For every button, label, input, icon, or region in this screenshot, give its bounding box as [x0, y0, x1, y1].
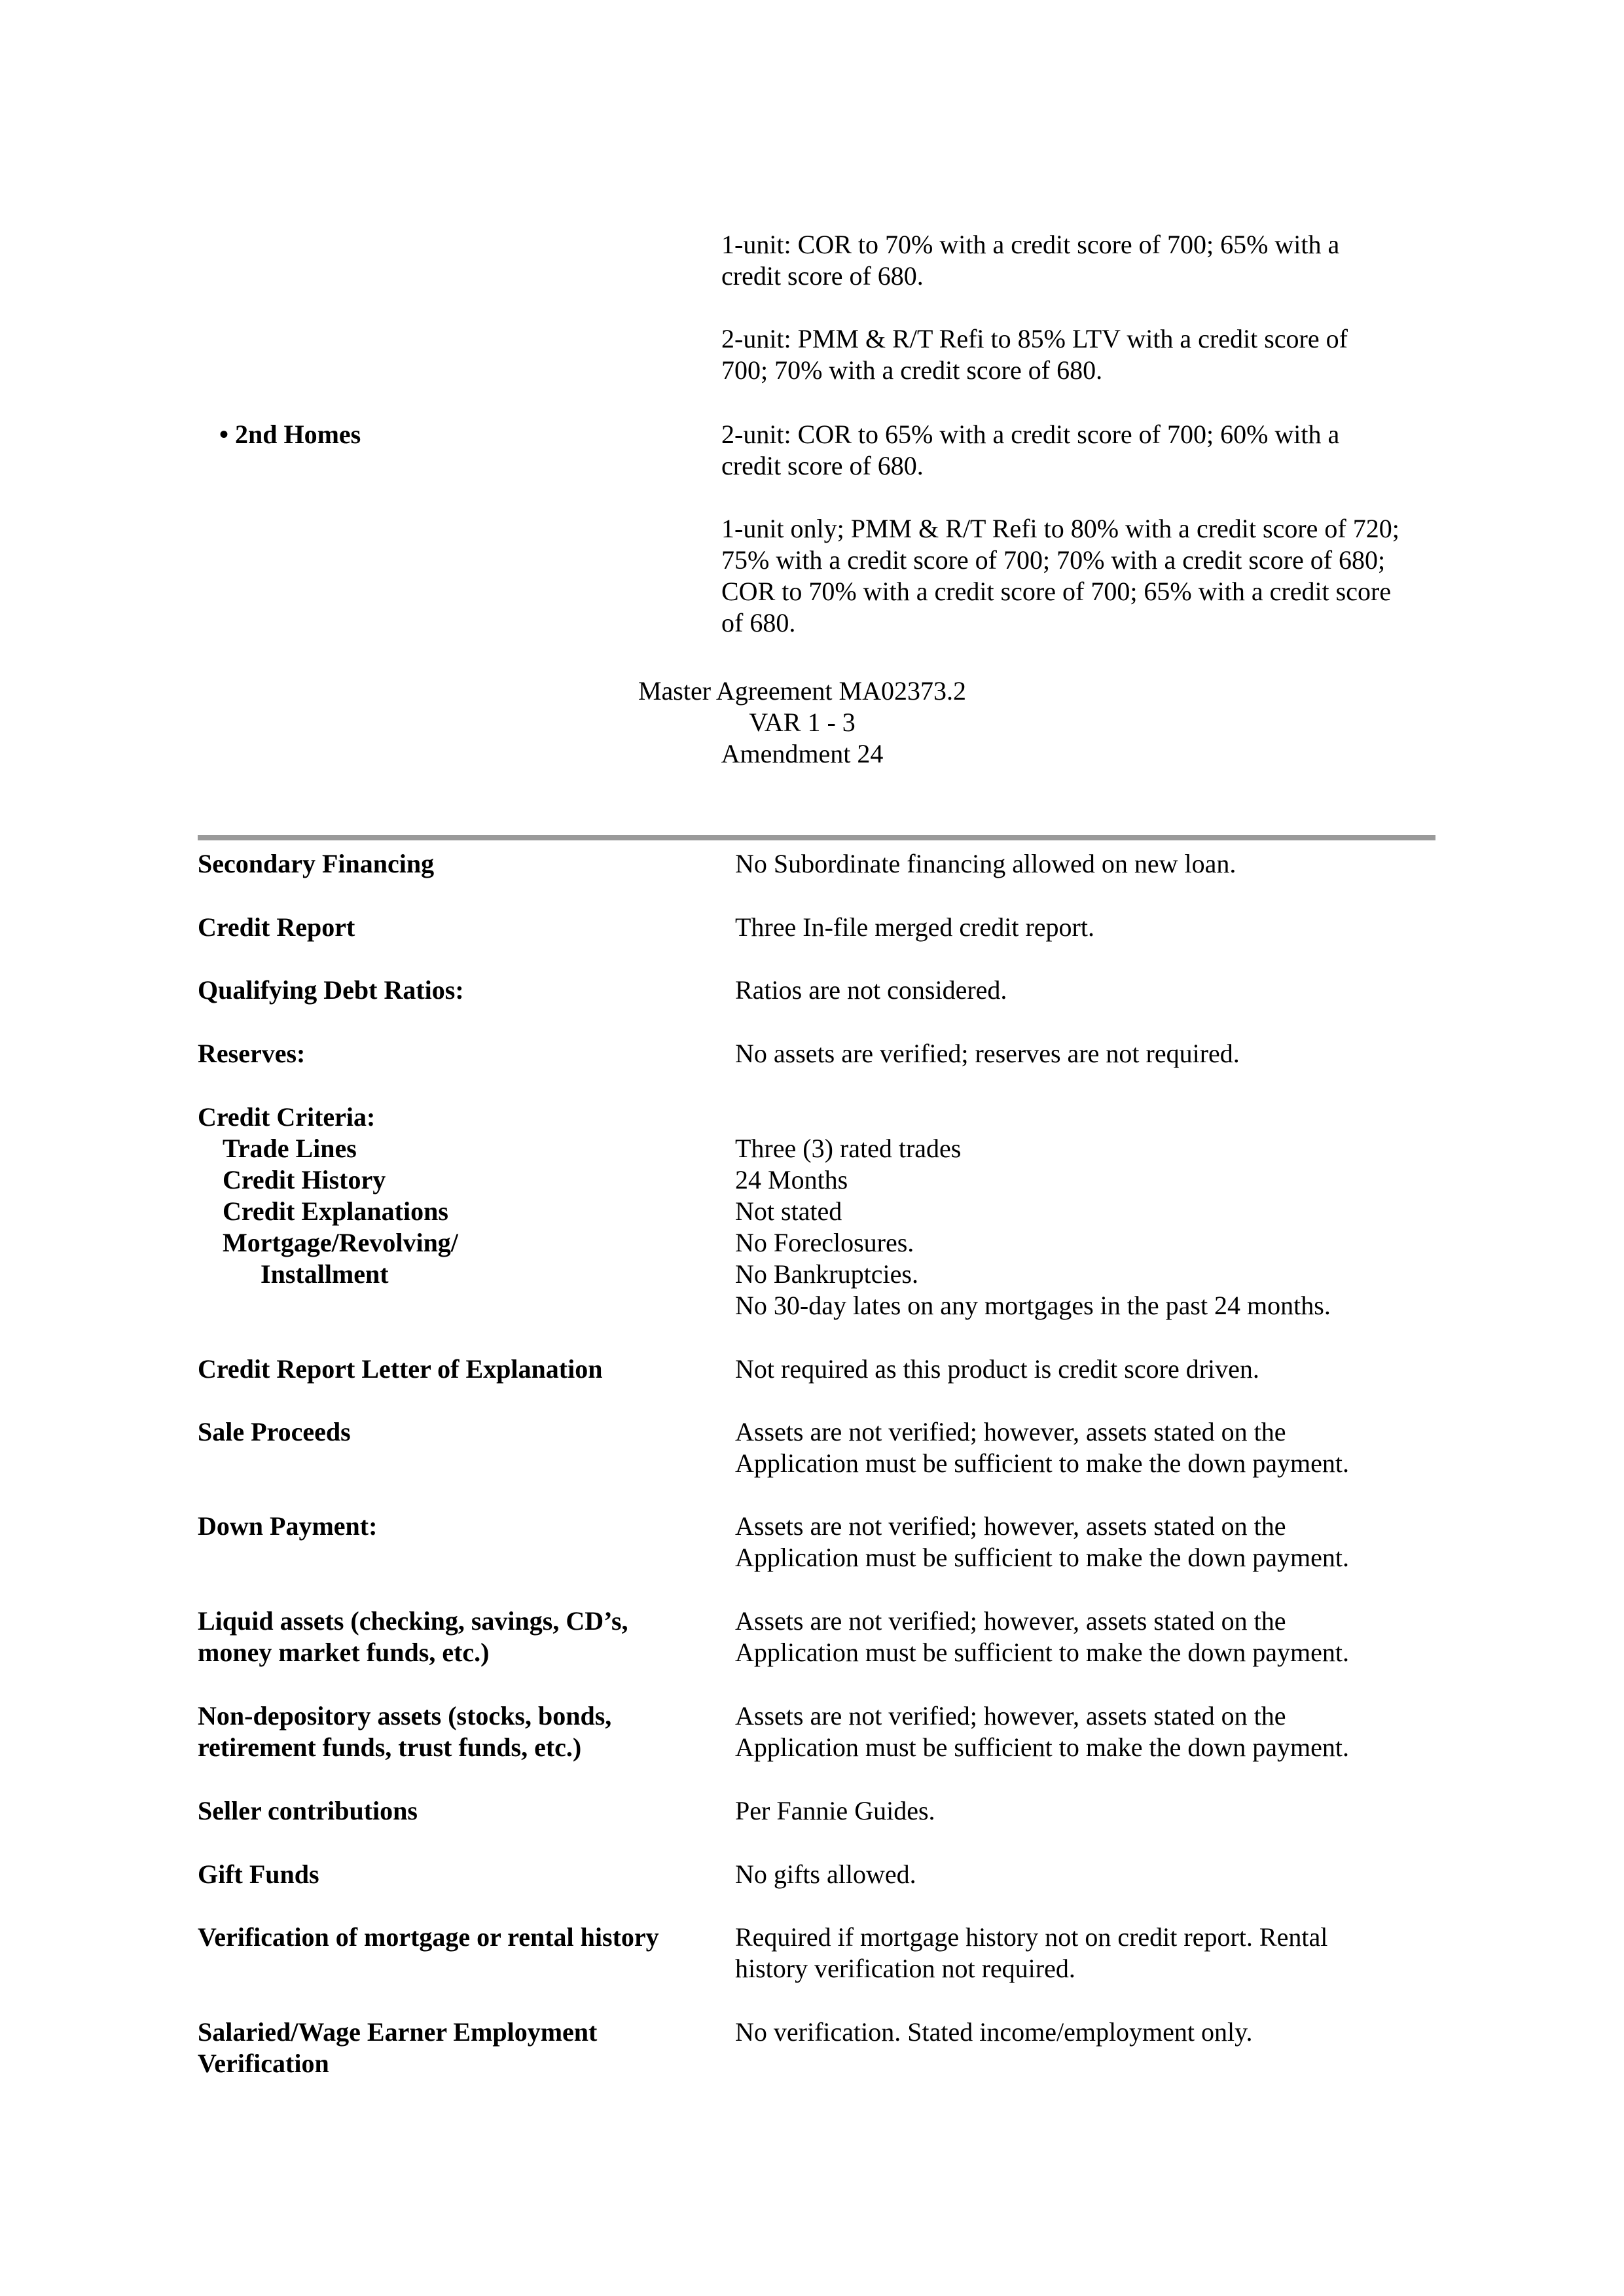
- header-amendment: Amendment 24: [721, 739, 884, 768]
- gift-funds-label: Gift Funds: [198, 1859, 319, 1889]
- qualifying-debt-ratios-label: Qualifying Debt Ratios:: [198, 975, 464, 1005]
- mortgage-revolving-label: Mortgage/Revolving/: [223, 1228, 458, 1257]
- trade-lines-value: Three (3) rated trades: [735, 1134, 962, 1163]
- gift-funds-value: No gifts allowed.: [735, 1859, 916, 1889]
- installment-value: No Bankruptcies.: [735, 1259, 918, 1289]
- credit-explanations-value: Not stated: [735, 1196, 842, 1226]
- verification-of-mortgage-value-line-2: history verification not required.: [735, 1954, 1075, 1983]
- top-paragraph-4-line-2: 75% with a credit score of 700; 70% with a credit score of 680;: [721, 545, 1386, 575]
- credit-report-label: Credit Report: [198, 912, 355, 942]
- credit-report-loe-label: Credit Report Letter of Explanation: [198, 1354, 603, 1384]
- sale-proceeds-value-line-1: Assets are not verified; however, assets stated on the: [735, 1417, 1286, 1446]
- top-paragraph-4-line-4: of 680.: [721, 608, 796, 637]
- down-payment-label: Down Payment:: [198, 1511, 378, 1541]
- credit-report-loe-value: Not required as this product is credit score driven.: [735, 1354, 1259, 1384]
- mortgage-lates-value: No 30-day lates on any mortgages in the past 24 months.: [735, 1291, 1331, 1320]
- installment-label: Installment: [261, 1259, 389, 1289]
- employment-verification-label-line-2: Verification: [198, 2049, 329, 2078]
- non-depository-value-line-1: Assets are not verified; however, assets stated on the: [735, 1701, 1286, 1731]
- top-paragraph-1-line-2: credit score of 680.: [721, 261, 924, 291]
- sale-proceeds-label: Sale Proceeds: [198, 1417, 351, 1446]
- mortgage-revolving-value: No Foreclosures.: [735, 1228, 914, 1257]
- non-depository-label-line-2: retirement funds, trust funds, etc.): [198, 1732, 582, 1762]
- horizontal-divider: [198, 835, 1435, 840]
- verification-of-mortgage-value-line-1: Required if mortgage history not on credit report. Rental: [735, 1922, 1328, 1952]
- secondary-financing-value: No Subordinate financing allowed on new loan.: [735, 849, 1236, 878]
- top-paragraph-3-line-1: 2-unit: COR to 65% with a credit score of 700; 60% with a: [721, 420, 1340, 449]
- reserves-label: Reserves:: [198, 1039, 306, 1068]
- header-var: VAR 1 - 3: [749, 708, 856, 737]
- trade-lines-label: Trade Lines: [223, 1134, 357, 1163]
- secondary-financing-label: Secondary Financing: [198, 849, 435, 878]
- down-payment-value-line-2: Application must be sufficient to make the down payment.: [735, 1543, 1349, 1572]
- top-paragraph-2-line-1: 2-unit: PMM & R/T Refi to 85% LTV with a credit score of: [721, 324, 1348, 353]
- top-paragraph-4-line-3: COR to 70% with a credit score of 700; 65% with a credit score: [721, 577, 1392, 606]
- credit-criteria-label: Credit Criteria:: [198, 1102, 376, 1132]
- verification-of-mortgage-label: Verification of mortgage or rental history: [198, 1922, 659, 1952]
- credit-history-label: Credit History: [223, 1165, 386, 1194]
- employment-verification-label-line-1: Salaried/Wage Earner Employment: [198, 2017, 598, 2047]
- top-paragraph-4-line-1: 1-unit only; PMM & R/T Refi to 80% with a credit score of 720;: [721, 514, 1399, 543]
- seller-contributions-label: Seller contributions: [198, 1796, 418, 1825]
- top-paragraph-2-line-2: 700; 70% with a credit score of 680.: [721, 355, 1103, 385]
- second-homes-label: • 2nd Homes: [219, 420, 361, 449]
- credit-history-value: 24 Months: [735, 1165, 848, 1194]
- non-depository-label-line-1: Non-depository assets (stocks, bonds,: [198, 1701, 612, 1731]
- non-depository-value-line-2: Application must be sufficient to make the down payment.: [735, 1732, 1349, 1762]
- sale-proceeds-value-line-2: Application must be sufficient to make the down payment.: [735, 1448, 1349, 1478]
- employment-verification-value: No verification. Stated income/employment only.: [735, 2017, 1253, 2047]
- credit-explanations-label: Credit Explanations: [223, 1196, 448, 1226]
- seller-contributions-value: Per Fannie Guides.: [735, 1796, 935, 1825]
- credit-report-value: Three In-file merged credit report.: [735, 912, 1094, 942]
- top-paragraph-3-line-2: credit score of 680.: [721, 451, 924, 480]
- qualifying-debt-ratios-value: Ratios are not considered.: [735, 975, 1007, 1005]
- top-paragraph-1-line-1: 1-unit: COR to 70% with a credit score of 700; 65% with a: [721, 230, 1340, 259]
- liquid-assets-value-line-2: Application must be sufficient to make the down payment.: [735, 1638, 1349, 1667]
- liquid-assets-label-line-2: money market funds, etc.): [198, 1638, 490, 1667]
- header-master-agreement: Master Agreement MA02373.2: [638, 676, 966, 706]
- liquid-assets-label-line-1: Liquid assets (checking, savings, CD’s,: [198, 1606, 628, 1636]
- reserves-value: No assets are verified; reserves are not required.: [735, 1039, 1240, 1068]
- down-payment-value-line-1: Assets are not verified; however, assets stated on the: [735, 1511, 1286, 1541]
- liquid-assets-value-line-1: Assets are not verified; however, assets stated on the: [735, 1606, 1286, 1636]
